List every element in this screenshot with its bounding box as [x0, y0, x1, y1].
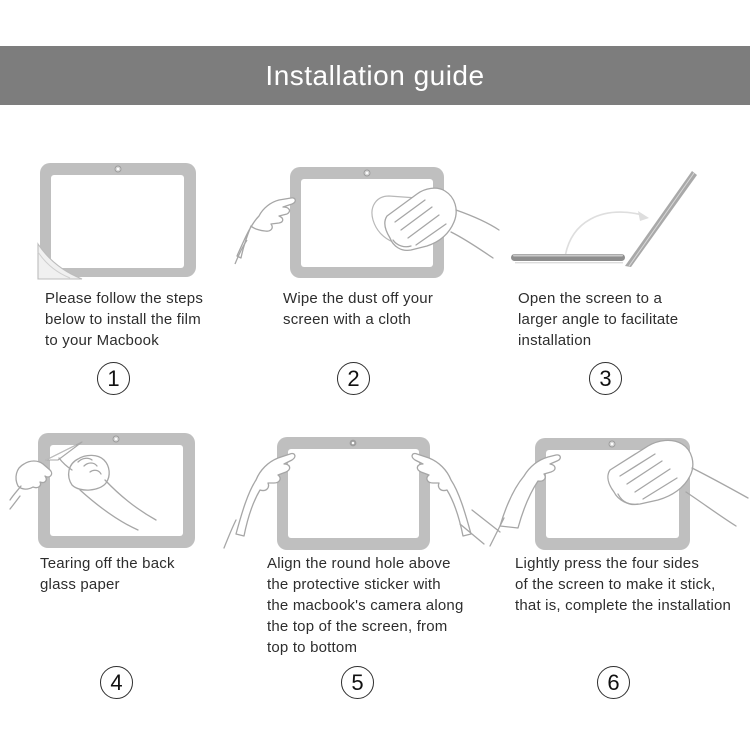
- step4-caption: Tearing off the back glass paper: [40, 555, 175, 593]
- laptop-open-icon: [511, 171, 697, 267]
- step1-number-badge: 1: [97, 362, 130, 395]
- step6-illustration: [490, 430, 750, 555]
- page-title: Installation guide: [265, 59, 485, 91]
- step5-caption: Align the round hole above the protective sticker with the macbook's camera along the top of the screen, from top to bottom: [267, 555, 464, 656]
- arm-line: [456, 210, 499, 230]
- step5-illustration: [228, 430, 523, 555]
- macbook-screen-icon: [40, 163, 196, 277]
- header-banner: [0, 46, 750, 105]
- step4-illustration: [10, 430, 255, 555]
- step2-illustration: [235, 158, 500, 288]
- step3-caption: Open the screen to a larger angle to facilitate installation: [518, 290, 679, 349]
- step3-illustration: [495, 158, 730, 283]
- macbook-screen-icon: [277, 437, 430, 550]
- step3-number-badge: 3: [589, 362, 622, 395]
- arm-line: [686, 492, 736, 526]
- step2-caption: Wipe the dust off your screen with a cloth: [283, 290, 434, 328]
- arm-line: [490, 518, 504, 546]
- step6-number-badge: 6: [597, 666, 630, 699]
- left-hand-icon: [235, 198, 295, 264]
- step6-caption: Lightly press the four sides of the screen to make it stick, that is, complete the installation: [515, 555, 732, 614]
- step2-number-badge: 2: [337, 362, 370, 395]
- arm-line: [692, 468, 748, 498]
- step4-number-badge: 4: [100, 666, 133, 699]
- step1-caption: Please follow the steps below to install the film to your Macbook: [45, 290, 204, 349]
- arm-line: [451, 232, 493, 258]
- step1-illustration: [20, 158, 245, 288]
- step5-number-badge: 5: [341, 666, 374, 699]
